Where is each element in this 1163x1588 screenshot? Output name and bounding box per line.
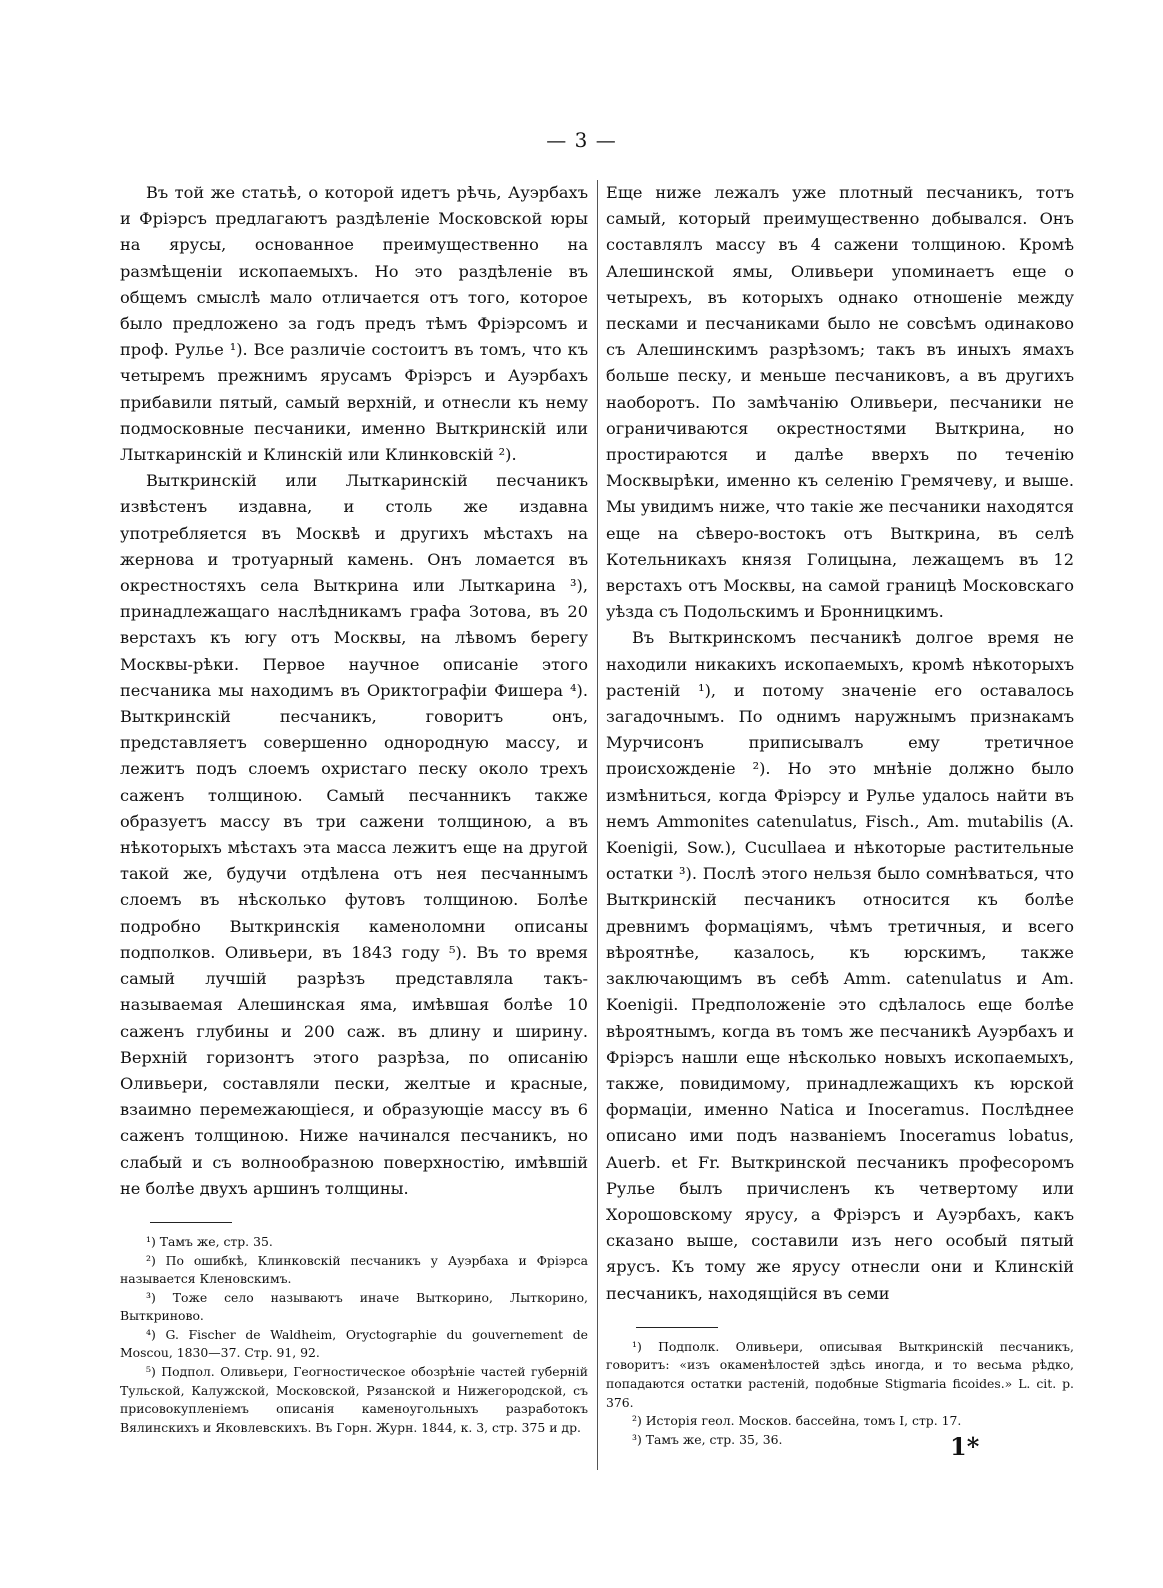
right-column [606,180,1074,1449]
left-footnote-5: ⁵) Подпол. Оливьери, Геогностическое обозрѣніе частей губерній Тульской, Калужской, Московской, Рязанской и Нижегородской, съ присовокупленіемъ описанія каменоугольныхъ разработокъ Вялинскихъ и Яковлевскихъ. Въ Горн. Журн. 1844, к. 3, стр. 375 и др. [120,1364,588,1435]
left-footnote-1: ¹) Тамъ же, стр. 35. [146,1233,273,1249]
footnote-divider [636,1327,718,1328]
left-footnote-3: ³) Тоже село называютъ иначе Выткорино, Лыткорино, Выткриново. [120,1289,588,1324]
footnote-divider [150,1222,232,1223]
left-footnote-2: ²) По ошибкѣ, Клинковскій песчаникъ у Ауэрбаха и Фріэрса называется Кленовскимъ. [120,1252,588,1287]
signature-mark: 1* [950,1432,980,1461]
left-paragraph-2: Выткринскій или Лыткаринскій песчаникъ извѣстенъ издавна, и столь же издавна употребляется въ Москвѣ и другихъ мѣстахъ на жернова и тротуарный камень. Онъ ломается въ окрестностяхъ села Выткрина или Лыткарина ³), принадлежащаго наслѣдникамъ графа Зотова, въ 20 верстахъ къ югу отъ Москвы, на лѣвомъ берегу Москвы-рѣки. Первое научное описаніе этого песчаника мы находимъ въ Ориктографіи Фишера ⁴). Выткринскій песчаникъ, говоритъ онъ, представляетъ совершенно однородную массу, и лежитъ подъ слоемъ охристаго песку около трехъ саженъ толщиною. Самый песчанникъ также образуетъ массу въ три сажени толщиною, а въ нѣкоторыхъ мѣстахъ эта масса лежитъ еще на другой такой же, будучи отдѣлена отъ нея песчаннымъ слоемъ въ нѣсколько футовъ толщиною. Болѣе подробно Выткринскія каменоломни описаны подполков. Оливьери, въ 1843 году ⁵). Въ то время самый лучшій разрѣзъ представляла такъ-называемая Алешинская яма, имѣвшая болѣе 10 саженъ глубины и 200 саж. въ длину и ширину. Верхній горизонтъ этого разрѣза, по описанію Оливьери, составляли пески, желтые и красные, взаимно перемежающіеся, и образующіе массу въ 6 саженъ толщиною. Ниже начинался песчаникъ, но слабый и съ волнообразною поверхностію, имѣвшій не болѣе двухъ аршинъ толщины. [120,471,588,1198]
left-paragraph-1: Въ той же статьѣ, о которой идетъ рѣчь, Ауэрбахъ и Фріэрсъ предлагаютъ раздѣленіе Московской юры на ярусы, основанное преимущественно на размѣщеніи ископаемыхъ. Но это раздѣленіе въ общемъ смыслѣ мало отличается отъ того, которое было предложено за годъ предъ тѣмъ Фріэрсомъ и проф. Рулье ¹). Все различіе состоитъ въ томъ, что къ четыремъ прежнимъ ярусамъ Фріэрсъ и Ауэрбахъ прибавили пятый, самый верхній, и отнесли къ нему подмосковные песчаники, именно Выткринскій или Лыткаринскій и Клинскій или Клинковскій ²). [120,183,588,465]
page-number: — 3 — [546,128,617,152]
right-footnote-3: ³) Тамъ же, стр. 35, 36. [632,1431,783,1447]
left-column [120,180,588,1437]
right-paragraph-2: Въ Выткринскомъ песчаникѣ долгое время не находили никакихъ ископаемыхъ, кромѣ нѣкоторыхъ растеній ¹), и потому значеніе его оставалось загадочнымъ. По однимъ наружнымъ признакамъ Мурчисонъ приписывалъ ему третичное происхожденіе ²). Но это мнѣніе должно было измѣниться, когда Фріэрсу и Рулье удалось найти въ немъ Ammonites catenulatus, Fisch., Am. mutabilis (A. Koenigii, Sow.), Cucullaea и нѣкоторые растительные остатки ³). Послѣ этого нельзя было сомнѣваться, что Выткринскій песчаникъ относится къ болѣе древнимъ формаціямъ, чѣмъ третичныя, и всего вѣроятнѣе, казалось, къ юрскимъ, также заключающимъ въ себѣ Amm. catenulatus и Am. Koenigii. Предположеніе это сдѣлалось еще болѣе вѣроятнымъ, когда въ томъ же песчаникѣ Ауэрбахъ и Фріэрсъ нашли еще нѣсколько новыхъ ископаемыхъ, также, повидимому, принадлежащихъ къ юрской формаціи, именно Natica и Inoceramus. Послѣднее описано ими подъ названіемъ Inoceramus lobatus, Auerb. et Fr. Выткринской песчаникъ професоромъ Рулье былъ причисленъ къ четвертому или Хорошовскому ярусу, а Фріэрсъ и Ауэрбахъ, какъ сказано выше, составили изъ него особый пятый ярусъ. Къ тому же ярусу отнесли они и Клинскій песчаникъ, находящійся въ семи [606,628,1074,1303]
right-paragraph-1: Еще ниже лежалъ уже плотный песчаникъ, тотъ самый, который преимущественно добывался. Онъ составлялъ массу въ 4 сажени толщиною. Кромѣ Алешинской ямы, Оливьери упоминаетъ еще о четырехъ, въ которыхъ однако отношеніе между песками и песчаниками было не совсѣмъ одинаково съ Алешинскимъ разрѣзомъ; такъ въ иныхъ ямахъ больше песку, и меньше песчаниковъ, а въ другихъ наоборотъ. По замѣчанію Оливьери, песчаники не ограничиваются окрестностями Выткрина, но простираются и далѣе вверхъ по теченію Москвырѣки, именно къ селенію Гремячеву, и выше. Мы увидимъ ниже, что такіе же песчаники находятся еще на сѣверо-востокъ отъ Выткрина, въ селѣ Котельникахъ князя Голицына, лежащемъ въ 12 верстахъ отъ Москвы, на самой границѣ Московскаго уѣзда съ Подольскимъ и Бронницкимъ. [606,183,1074,622]
column-divider [597,180,598,1470]
left-footnote-4: ⁴) G. Fischer de Waldheim, Oryctographie du gouvernement de Moscou, 1830—37. Стр. 91, 92. [120,1326,588,1361]
right-footnote-1: ¹) Подполк. Оливьери, описывая Выткринскій песчаникъ, говоритъ: «изъ окаменѣлостей здѣсь иногда, и то весьма рѣдко, попадаются остатки растеній, подобные Stigmaria ficoides.» L. cit. p. 376. [606,1338,1074,1410]
right-footnote-2: ²) Исторія геол. Москов. бассейна, томъ I, стр. 17. [632,1413,962,1429]
